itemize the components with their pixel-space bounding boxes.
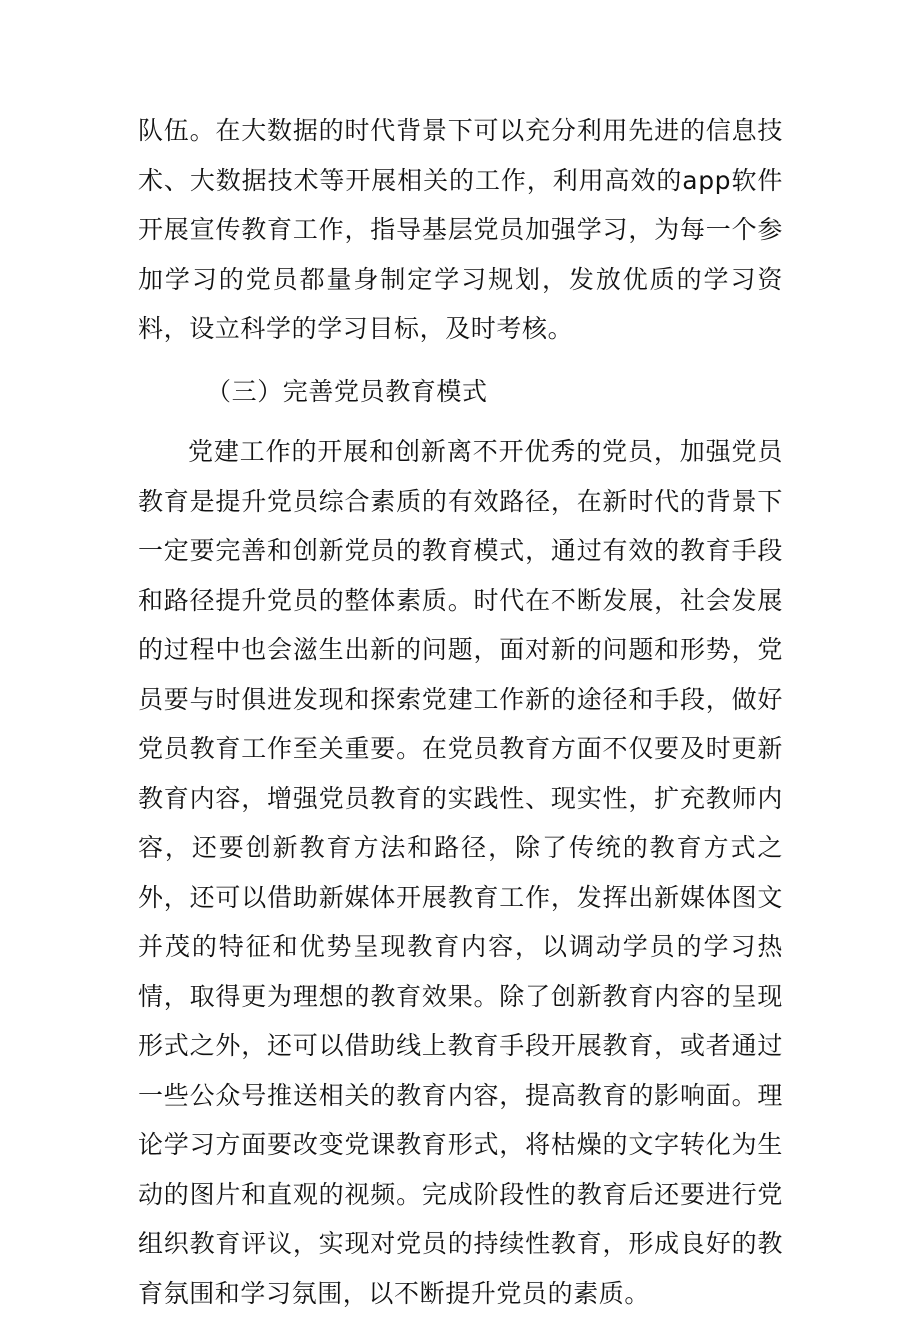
section-heading: （三）完善党员教育模式 (206, 376, 488, 406)
document-body (138, 106, 783, 1318)
paragraph-body: 党建工作的开展和创新离不开优秀的党员，加强党员教育是提升党员综合素质的有效路径，在新时代的背景下一定要完善和创新党员的教育模式，通过有效的教育手段和路径提升党员的整体素质。时代在不断发展，社会发展的过程中也会滋生出新的问题，面对新的问题和形势，党员要与时俱进发现和探索党建工作新的途径和手段，做好党员教育工作至关重要。在党员教育方面不仅要及时更新教育内容，增强党员教育的实践性、现实性，扩充教师内容，还要创新教育方法和路径，除了传统的教育方式之外，还可以借助新媒体开展教育工作，发挥出新媒体图文并茂的特征和优势呈现教育内容，以调动学员的学习热情，取得更为理想的教育效果。除了创新教育内容的呈现形式之外，还可以借助线上教育手段开展教育，或者通过一些公众号推送相关的教育内容，提高教育的影响面。理论学习方面要改变党课教育形式，将枯燥的文字转化为生动的图片和直观的视频。完成阶段性的教育后还要进行党组织教育评议，实现对党员的持续性教育，形成良好的教育氛围和学习氛围，以不断提升党员的素质。 (138, 437, 783, 1308)
paragraph-continued: 队伍。在大数据的时代背景下可以充分利用先进的信息技术、大数据技术等开展相关的工作，利用高效的app软件开展宣传教育工作，指导基层党员加强学习，为每一个参加学习的党员都量身制定学习规划，发放优质的学习资料，设立科学的学习目标，及时考核。 (138, 116, 783, 343)
